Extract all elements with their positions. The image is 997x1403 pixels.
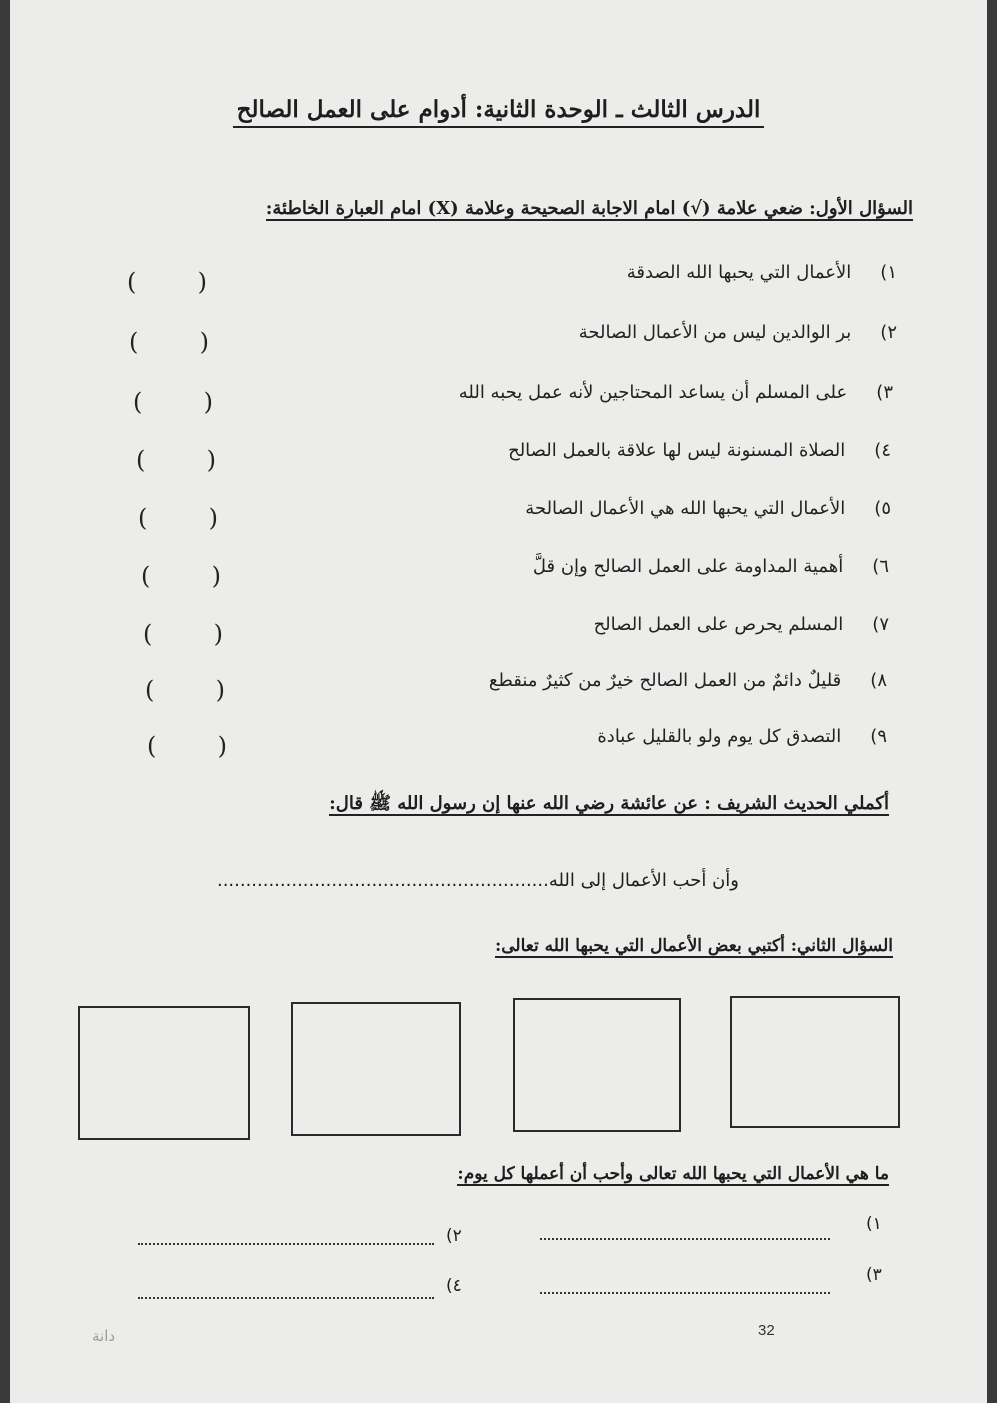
worksheet-page (10, 0, 987, 1403)
answer-line-4[interactable] (138, 1297, 434, 1299)
answer-number-1: ١) (866, 1214, 882, 1234)
answer-line-1[interactable] (540, 1238, 830, 1240)
answer-parens-7[interactable]: ( ) (143, 620, 223, 648)
question3-heading: ما هي الأعمال التي يحبها الله تعالى وأحب أن أعملها كل يوم: (457, 1164, 889, 1184)
item-text: أهمية المداومة على العمل الصالح وإن قلَّ (532, 556, 844, 577)
item-number: ٥) (874, 498, 891, 519)
question-item-7 (594, 614, 889, 635)
hadith-heading: أكملي الحديث الشريف : عن عائشة رضي الله عنها إن رسول الله ﷺ قال: (329, 793, 889, 814)
item-number: ٦) (872, 556, 889, 577)
page-number: 32 (758, 1322, 775, 1339)
answer-number-3: ٣) (866, 1265, 882, 1285)
question-item-4 (508, 440, 891, 461)
item-text: الصلاة المسنونة ليس لها علاقة بالعمل الصالح (508, 440, 846, 461)
answer-parens-1[interactable]: ( ) (127, 268, 207, 296)
question-item-9 (597, 726, 887, 747)
answer-parens-3[interactable]: ( ) (133, 388, 213, 416)
question-item-5 (525, 498, 891, 519)
item-number: ٧) (872, 614, 889, 635)
answer-parens-6[interactable]: ( ) (141, 562, 221, 590)
item-number: ٤) (874, 440, 891, 461)
watermark: دانة (92, 1327, 116, 1345)
answer-box-1[interactable] (730, 996, 900, 1128)
item-number: ١) (880, 262, 897, 283)
question1-heading: السؤال الأول: ضعي علامة (√) امام الاجابة الصحيحة وعلامة (X) امام العبارة الخاطئة: (265, 198, 913, 219)
question-item-3 (459, 382, 893, 403)
answer-box-3[interactable] (291, 1002, 461, 1136)
answer-parens-5[interactable]: ( ) (138, 504, 218, 532)
item-text: بر الوالدين ليس من الأعمال الصالحة (578, 322, 852, 343)
item-text: على المسلم أن يساعد المحتاجين لأنه عمل يحبه الله (458, 382, 848, 403)
question-item-6 (533, 556, 889, 577)
item-text: الأعمال التي يحبها الله الصدقة (626, 262, 852, 283)
answer-line-3[interactable] (540, 1292, 830, 1294)
item-text: التصدق كل يوم ولو بالقليل عبادة (597, 726, 842, 747)
item-number: ٨) (870, 670, 887, 691)
question-item-1 (627, 262, 897, 283)
answer-box-4[interactable] (78, 1006, 250, 1140)
item-text: الأعمال التي يحبها الله هي الأعمال الصالحة (525, 498, 846, 519)
item-text: قليلٌ دائمٌ من العمل الصالح خيرٌ من كثيرٌ منقطع (488, 670, 842, 691)
item-number: ٣) (876, 382, 893, 403)
page-title: الدرس الثالث ـ الوحدة الثانية: أدوام على العمل الصالح (10, 96, 987, 123)
answer-parens-9[interactable]: ( ) (147, 732, 227, 760)
item-number: ٢) (880, 322, 897, 343)
answer-parens-4[interactable]: ( ) (136, 446, 216, 474)
answer-number-2: ٢) (446, 1226, 462, 1246)
answer-box-2[interactable] (513, 998, 681, 1132)
item-text: المسلم يحرص على العمل الصالح (593, 614, 844, 635)
question-item-2 (579, 322, 897, 343)
question2-heading: السؤال الثاني: أكتبي بعض الأعمال التي يحبها الله تعالى: (494, 936, 893, 956)
item-number: ٩) (870, 726, 887, 747)
answer-number-4: ٤) (446, 1276, 462, 1296)
answer-parens-8[interactable]: ( ) (145, 676, 225, 704)
question-item-8 (489, 670, 887, 691)
answer-parens-2[interactable]: ( ) (129, 328, 209, 356)
hadith-prompt: وأن أحب الأعمال إلى الله.......................................................... (216, 870, 739, 891)
answer-line-2[interactable] (138, 1243, 434, 1245)
